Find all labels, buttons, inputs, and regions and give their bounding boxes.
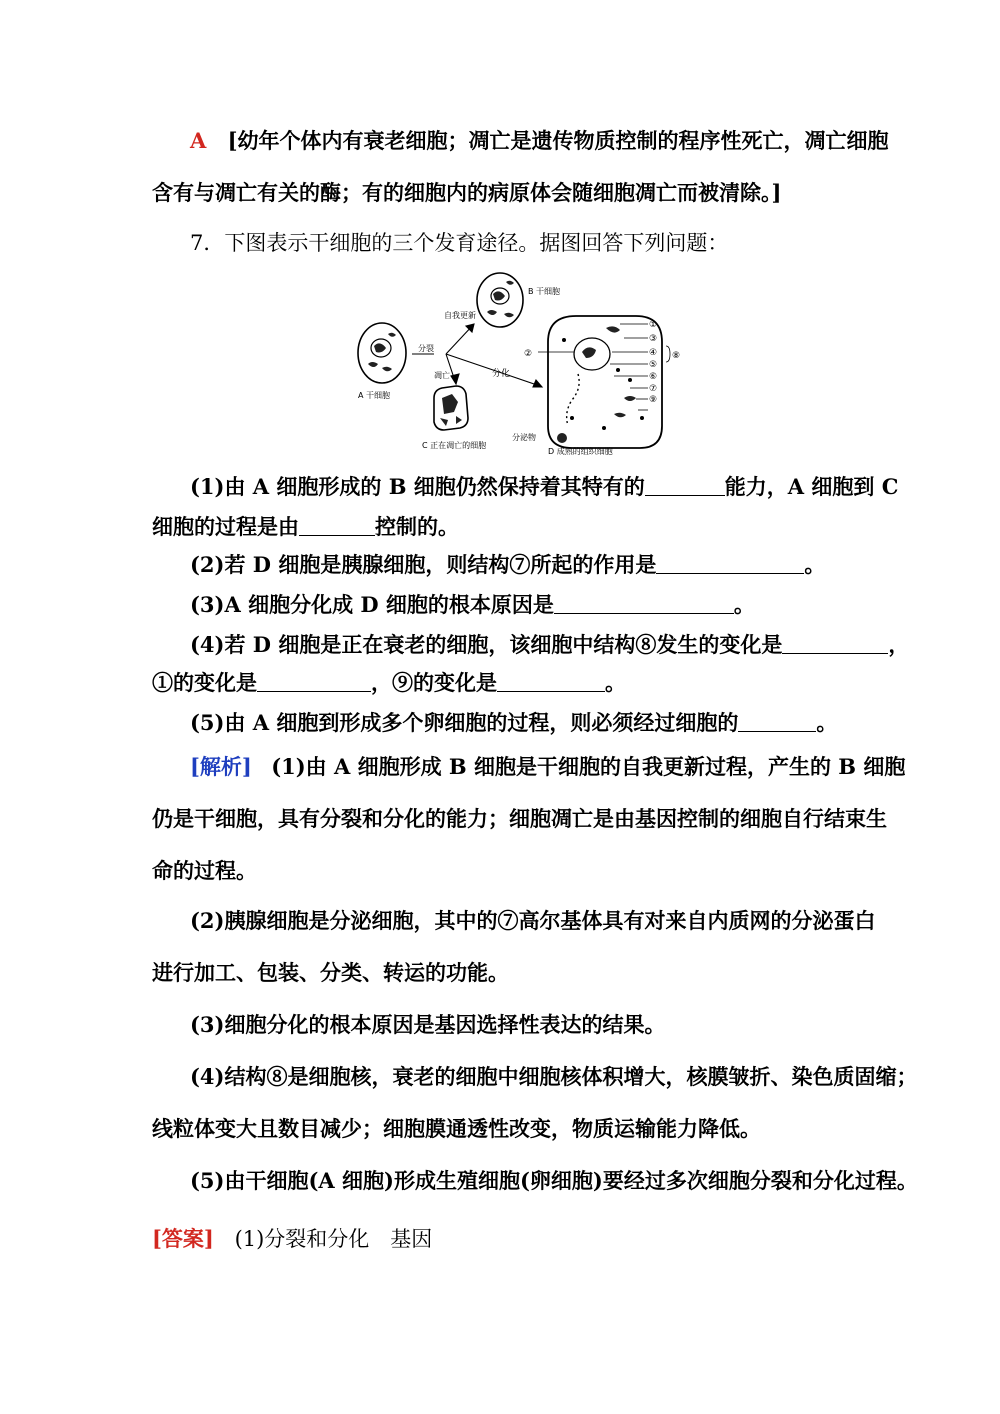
q5-text-b: 。 xyxy=(816,710,838,735)
analysis-p4-l1: (4)结构⑧是细胞核，衰老的细胞中细胞核体积增大，核膜皱折、染色质固缩； xyxy=(190,1064,918,1089)
question7-stem: 7．下图表示干细胞的三个发育途径。据图回答下列问题： xyxy=(190,231,729,255)
q2-text-a: (2)若 D 细胞是胰腺细胞，则结构⑦所起的作用是 xyxy=(190,552,657,577)
answer6-letter: A xyxy=(190,128,207,153)
part-2-label: ② xyxy=(524,349,533,359)
part-4-label: ④ xyxy=(649,348,658,358)
q4-text-b: ， xyxy=(888,632,910,657)
q3-line xyxy=(190,590,1000,620)
q4-blank-2[interactable] xyxy=(257,671,371,692)
label-cell-a: A 干细胞 xyxy=(358,391,391,400)
analysis-p2-l2: 进行加工、包装、分类、转运的功能。 xyxy=(152,960,509,985)
answer6-text-2: 含有与凋亡有关的酶；有的细胞内的病原体会随细胞凋亡而被清除。] xyxy=(152,180,782,205)
arrow-label-apoptosis: 凋亡 xyxy=(434,371,450,380)
cell-d xyxy=(548,316,662,448)
q1-blank-1[interactable] xyxy=(645,475,725,496)
analysis-p3: (3)细胞分化的根本原因是基因选择性表达的结果。 xyxy=(190,1012,666,1037)
q4-blank-3[interactable] xyxy=(497,671,605,692)
q4-blank-1[interactable] xyxy=(782,633,888,654)
q3-text-b: 。 xyxy=(733,592,755,617)
answer6-text-1: [幼年个体内有衰老细胞；凋亡是遗传物质控制的程序性死亡，凋亡细胞 xyxy=(227,128,889,153)
q4-text-c: ①的变化是 xyxy=(152,670,257,695)
q2-line xyxy=(190,550,1000,580)
part-1-label: ① xyxy=(649,320,658,330)
q2-blank[interactable] xyxy=(656,553,804,574)
part-9-label: ⑨ xyxy=(649,395,658,405)
q2-text-b: 。 xyxy=(804,552,826,577)
arrow-label-split: 分裂 xyxy=(418,344,434,353)
label-secretion: 分泌物 xyxy=(512,433,536,442)
q5-blank[interactable] xyxy=(738,711,816,732)
q4-line2 xyxy=(152,668,1000,698)
q4-line1 xyxy=(190,630,1000,660)
q3-text-a: (3)A 细胞分化成 D 细胞的根本原因是 xyxy=(190,592,554,617)
arrow-label-renew: 自我更新 xyxy=(444,311,476,320)
q1-line2 xyxy=(152,512,1000,542)
q3-blank[interactable] xyxy=(554,593,734,614)
cell-a xyxy=(358,323,406,383)
arrows xyxy=(412,324,542,387)
q4-text-e: 。 xyxy=(605,670,626,695)
part-7-label: ⑦ xyxy=(649,384,658,394)
part-8-label: ⑧ xyxy=(672,351,681,361)
part-3-label: ③ xyxy=(649,334,658,344)
q4-text-a: (4)若 D 细胞是正在衰老的细胞，该细胞中结构⑧发生的变化是 xyxy=(190,632,783,657)
q1-line1 xyxy=(190,472,1000,502)
q1-blank-2[interactable] xyxy=(299,515,375,536)
analysis-p2-l1: (2)胰腺细胞是分泌细胞，其中的⑦高尔基体具有对来自内质网的分泌蛋白 xyxy=(190,908,876,933)
answer6-line1 xyxy=(190,126,1000,156)
label-cell-b: B 干细胞 xyxy=(528,287,561,296)
label-cell-c: C 正在凋亡的细胞 xyxy=(422,441,487,450)
analysis-tag: [解析] xyxy=(190,754,252,779)
part-6-label: ⑥ xyxy=(649,372,658,382)
analysis-p1-l3: 命的过程。 xyxy=(152,858,257,883)
q5-text-a: (5)由 A 细胞到形成多个卵细胞的过程，则必须经过细胞的 xyxy=(190,710,739,735)
cell-b xyxy=(477,273,523,327)
q1-text-c: 细胞的过程是由 xyxy=(152,514,299,539)
analysis-p1-l1 xyxy=(190,752,1000,782)
analysis-p5: (5)由干细胞(A 细胞)形成生殖细胞(卵细胞)要经过多次细胞分裂和分化过程。 xyxy=(190,1168,918,1193)
q5-line xyxy=(190,708,1000,738)
cell-c xyxy=(434,386,468,430)
answer-text: (1)分裂和分化 基因 xyxy=(234,1227,433,1251)
analysis-p1-text-1: (1)由 A 细胞形成 B 细胞是干细胞的自我更新过程，产生的 B 细胞 xyxy=(271,754,906,779)
arrow-label-differentiation: 分化 xyxy=(492,369,511,379)
q1-text-b: 能力，A 细胞到 C xyxy=(724,474,899,499)
answer-tag: [答案] xyxy=(152,1226,214,1251)
label-cell-d: D 成熟的组织细胞 xyxy=(548,447,613,456)
analysis-p4-l2: 线粒体变大且数目减少；细胞膜通透性改变，物质运输能力降低。 xyxy=(152,1116,761,1141)
q4-text-d: ，⑨的变化是 xyxy=(371,670,497,695)
q1-text-d: 控制的。 xyxy=(375,514,459,539)
part-5-label: ⑤ xyxy=(649,360,658,370)
analysis-p1-l2: 仍是干细胞，具有分裂和分化的能力；细胞凋亡是由基因控制的细胞自行结束生 xyxy=(152,806,887,831)
stem-cell-diagram xyxy=(352,268,688,460)
answer-line xyxy=(152,1224,1000,1254)
q1-text-a: (1)由 A 细胞形成的 B 细胞仍然保持着其特有的 xyxy=(190,474,645,499)
